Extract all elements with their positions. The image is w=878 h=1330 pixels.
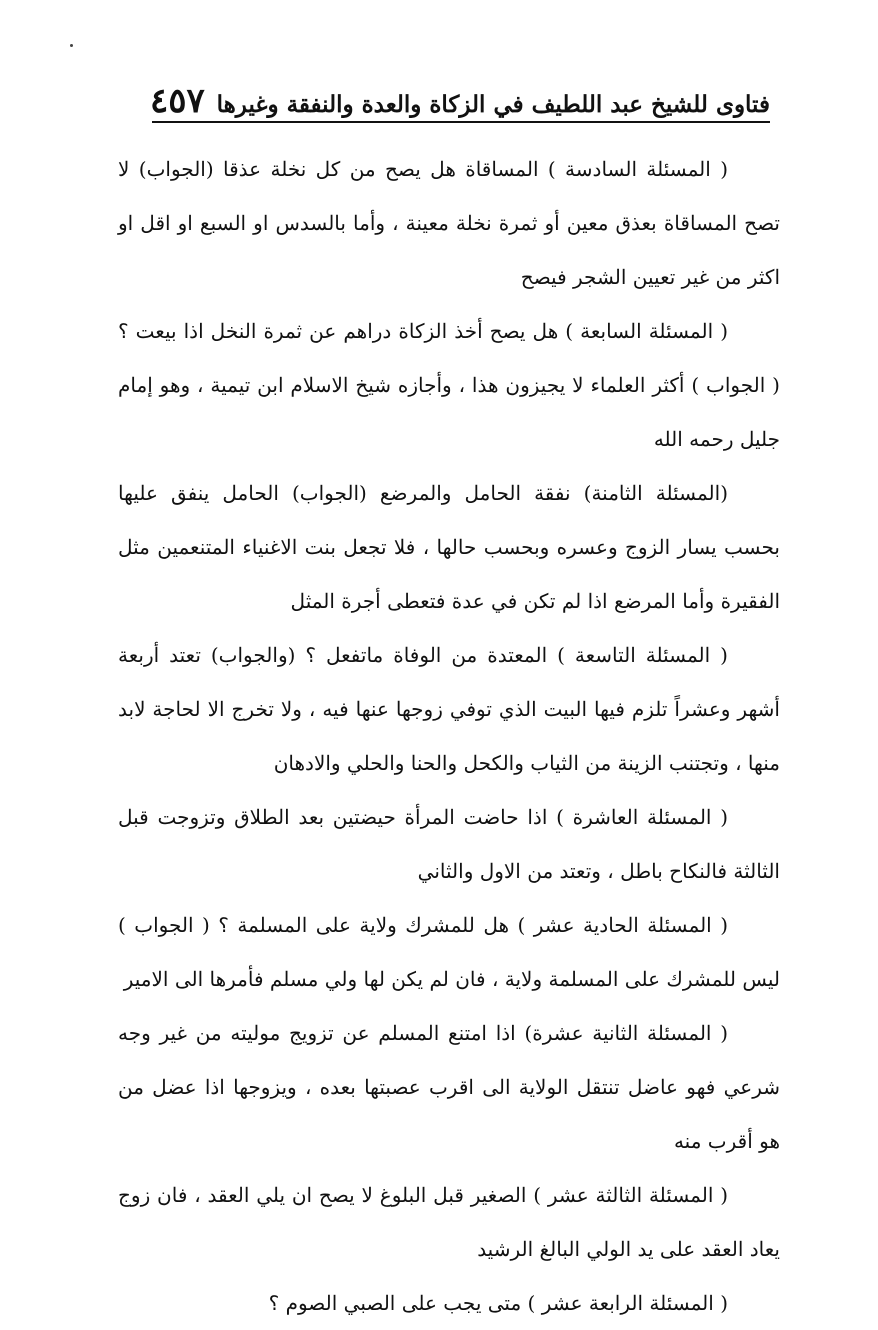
question-14-paragraph: ( المسئلة الرابعة عشر ) متى يجب على الصبي الصوم ؟ (268, 1291, 728, 1315)
question-11-paragraph: ( المسئلة الحادية عشر ) هل للمشرك ولاية على المسلمة ؟ ( الجواب ) ليس للمشرك على المسلمة ولاية ، فان لم يكن لها ولي مسلم فأمرها الى الامير (118, 913, 780, 991)
page-header (150, 66, 770, 121)
running-title: فتاوى للشيخ عبد اللطيف في الزكاة والعدة والنفقة وغيرها (216, 91, 770, 118)
question-13-paragraph: ( المسئلة الثالثة عشر ) الصغير قبل البلوغ لا يصح ان يلي العقد ، فان زوج يعاد العقد على يد الولي البالغ الرشيد (118, 1183, 780, 1261)
question-8-paragraph: (المسئلة الثامنة) نفقة الحامل والمرضع (الجواب) الحامل ينفق عليها بحسب يسار الزوج وعسره وبحسب حالها ، فلا تجعل بنت الاغنياء المتنعمين مثل الفقيرة وأما المرضع اذا لم تكن في عدة فتعطى أجرة المثل (118, 481, 780, 613)
ink-speck (70, 44, 73, 47)
question-10-paragraph: ( المسئلة العاشرة ) اذا حاضت المرأة حيضتين بعد الطلاق وتزوجت قبل الثالثة فالنكاح باطل ، وتعتد من الاول والثاني (118, 805, 780, 883)
question-9-paragraph: ( المسئلة التاسعة ) المعتدة من الوفاة ماتفعل ؟ (والجواب) تعتد أربعة أشهر وعشراً تلزم فيها البيت الذي توفي زوجها عنها فيه ، ولا تخرج الا لحاجة لابد منها ، وتجتنب الزينة من الثياب والكحل والحنا والحلي والادهان (118, 643, 780, 775)
question-6-paragraph: ( المسئلة السادسة ) المساقاة هل يصح من كل نخلة عذقا (الجواب) لا تصح المساقاة بعذق معين أو ثمرة نخلة معينة ، وأما بالسدس او السبع او اقل او اكثر من غير تعيين الشجر فيصح (118, 157, 780, 289)
question-7-paragraph: ( المسئلة السابعة ) هل يصح أخذ الزكاة دراهم عن ثمرة النخل اذا بيعت ؟ ( الجواب ) أكثر العلماء لا يجيزون هذا ، وأجازه شيخ الاسلام ابن تيمية ، وهو إمام جليل رحمه الله (118, 319, 780, 451)
page-body (118, 142, 780, 1330)
page-number: ٤٥٧ (150, 81, 205, 121)
question-12-paragraph: ( المسئلة الثانية عشرة) اذا امتنع المسلم عن تزويج موليته من غير وجه شرعي فهو عاضل تنتقل الولاية الى اقرب عصبتها بعده ، ويزوجها اذا عضل من هو أقرب منه (118, 1021, 780, 1153)
header-rule (152, 121, 770, 123)
